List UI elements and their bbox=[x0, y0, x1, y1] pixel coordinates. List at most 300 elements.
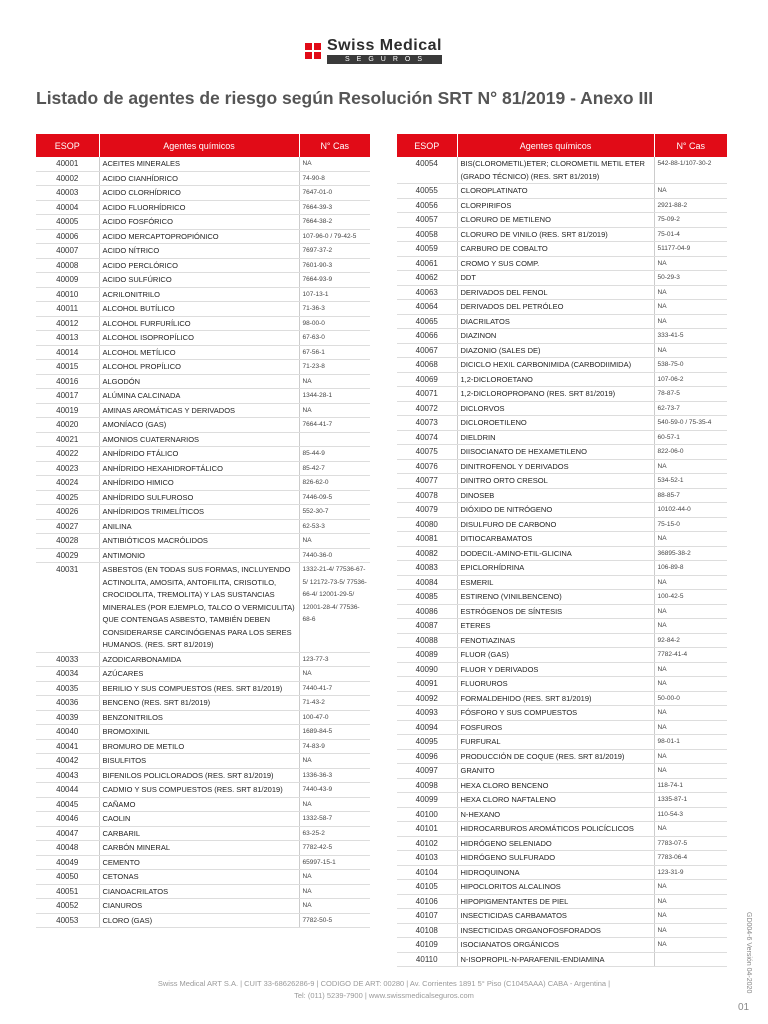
cas-cell: 67-56-1 bbox=[299, 345, 370, 360]
table-row bbox=[36, 171, 370, 186]
esop-cell: 40081 bbox=[397, 532, 457, 547]
esop-cell: 40069 bbox=[397, 372, 457, 387]
esop-cell: 40062 bbox=[397, 271, 457, 286]
esop-cell: 40076 bbox=[397, 459, 457, 474]
agent-cell: ALCOHOL METÍLICO bbox=[99, 345, 299, 360]
cas-cell: 100-47-0 bbox=[299, 710, 370, 725]
table-row bbox=[397, 793, 727, 808]
esop-cell: 40087 bbox=[397, 619, 457, 634]
esop-cell: 40001 bbox=[36, 157, 99, 171]
esop-cell: 40051 bbox=[36, 884, 99, 899]
esop-cell: 40048 bbox=[36, 841, 99, 856]
table-row bbox=[36, 870, 370, 885]
esop-cell: 40082 bbox=[397, 546, 457, 561]
agent-cell: GRANITO bbox=[457, 764, 654, 779]
cas-cell: NA bbox=[654, 285, 727, 300]
cas-cell: 7440-43-9 bbox=[299, 783, 370, 798]
esop-cell: 40045 bbox=[36, 797, 99, 812]
cas-cell: 123-77-3 bbox=[299, 652, 370, 667]
table-row bbox=[36, 667, 370, 682]
table-row bbox=[36, 258, 370, 273]
table-row bbox=[36, 812, 370, 827]
table-row bbox=[36, 754, 370, 769]
agent-cell: CARBÓN MINERAL bbox=[99, 841, 299, 856]
table-row bbox=[397, 532, 727, 547]
esop-cell: 40085 bbox=[397, 590, 457, 605]
agent-cell: ANHÍDRIDOS TRIMELÍTICOS bbox=[99, 505, 299, 520]
agent-cell: ACIDO SULFÚRICO bbox=[99, 273, 299, 288]
table-row bbox=[397, 952, 727, 967]
agent-cell: CADMIO Y SUS COMPUESTOS (RES. SRT 81/2019) bbox=[99, 783, 299, 798]
agent-cell: ANHÍDRIDO SULFUROSO bbox=[99, 490, 299, 505]
cas-cell: 7782-50-5 bbox=[299, 913, 370, 928]
esop-cell: 40104 bbox=[397, 865, 457, 880]
agent-cell: HEXA CLORO NAFTALENO bbox=[457, 793, 654, 808]
esop-cell: 40063 bbox=[397, 285, 457, 300]
logo-sub-text: SEGUROS bbox=[327, 55, 442, 64]
agent-cell: BROMOXINIL bbox=[99, 725, 299, 740]
esop-cell: 40015 bbox=[36, 360, 99, 375]
agent-cell: CAOLIN bbox=[99, 812, 299, 827]
agent-cell: ACIDO NÍTRICO bbox=[99, 244, 299, 259]
esop-cell: 40024 bbox=[36, 476, 99, 491]
cas-cell: NA bbox=[299, 534, 370, 549]
esop-cell: 40110 bbox=[397, 952, 457, 967]
table-row bbox=[397, 735, 727, 750]
table-row bbox=[36, 548, 370, 563]
agent-cell: AMONIOS CUATERNARIOS bbox=[99, 432, 299, 447]
esop-cell: 40107 bbox=[397, 909, 457, 924]
table-row bbox=[397, 401, 727, 416]
agent-cell: ACIDO FLUORHÍDRICO bbox=[99, 200, 299, 215]
cas-cell: 92-84-2 bbox=[654, 633, 727, 648]
esop-cell: 40028 bbox=[36, 534, 99, 549]
table-row bbox=[397, 648, 727, 663]
table-row bbox=[397, 227, 727, 242]
page-title: Listado de agentes de riesgo según Resolución SRT N° 81/2019 - Anexo III bbox=[36, 88, 654, 108]
esop-cell: 40096 bbox=[397, 749, 457, 764]
esop-cell: 40091 bbox=[397, 677, 457, 692]
table-row bbox=[36, 316, 370, 331]
esop-cell: 40103 bbox=[397, 851, 457, 866]
logo-brand-text: Swiss Medical bbox=[327, 37, 442, 54]
table-row bbox=[36, 768, 370, 783]
agent-cell: ACRILONITRILO bbox=[99, 287, 299, 302]
cas-cell: 123-31-9 bbox=[654, 865, 727, 880]
esop-cell: 40077 bbox=[397, 474, 457, 489]
agent-cell: AZÚCARES bbox=[99, 667, 299, 682]
agent-cell: ALCOHOL ISOPROPÍLICO bbox=[99, 331, 299, 346]
cas-cell: 71-43-2 bbox=[299, 696, 370, 711]
cas-cell: 7601-90-3 bbox=[299, 258, 370, 273]
esop-cell: 40071 bbox=[397, 387, 457, 402]
agent-cell: ESTIRENO (VINILBENCENO) bbox=[457, 590, 654, 605]
agent-cell: FOSFUROS bbox=[457, 720, 654, 735]
header-cas: N° Cas bbox=[654, 134, 727, 157]
cas-cell: NA bbox=[654, 909, 727, 924]
table-row bbox=[36, 200, 370, 215]
table-row bbox=[397, 764, 727, 779]
esop-cell: 40089 bbox=[397, 648, 457, 663]
agent-cell: DINITRO ORTO CRESOL bbox=[457, 474, 654, 489]
agent-cell: ISOCIANATOS ORGÁNICOS bbox=[457, 938, 654, 953]
cas-cell: 534-52-1 bbox=[654, 474, 727, 489]
esop-cell: 40008 bbox=[36, 258, 99, 273]
agent-cell: DODECIL-AMINO-ETIL-GLICINA bbox=[457, 546, 654, 561]
table-row bbox=[36, 186, 370, 201]
cas-cell: 822-06-0 bbox=[654, 445, 727, 460]
esop-cell: 40004 bbox=[36, 200, 99, 215]
table-row bbox=[36, 287, 370, 302]
cas-cell: 107-06-2 bbox=[654, 372, 727, 387]
esop-cell: 40031 bbox=[36, 563, 99, 653]
table-row bbox=[397, 706, 727, 721]
table-row bbox=[397, 546, 727, 561]
esop-cell: 40026 bbox=[36, 505, 99, 520]
table-row bbox=[397, 851, 727, 866]
cas-cell: NA bbox=[654, 459, 727, 474]
agent-cell: DERIVADOS DEL PETRÓLEO bbox=[457, 300, 654, 315]
cas-cell: NA bbox=[654, 300, 727, 315]
cas-cell: NA bbox=[299, 870, 370, 885]
table-row bbox=[397, 256, 727, 271]
footer bbox=[0, 978, 768, 1002]
table-row bbox=[397, 633, 727, 648]
table-row bbox=[397, 198, 727, 213]
cas-cell: 67-63-0 bbox=[299, 331, 370, 346]
agent-cell: HIPOCLORITOS ALCALINOS bbox=[457, 880, 654, 895]
esop-cell: 40050 bbox=[36, 870, 99, 885]
esop-cell: 40059 bbox=[397, 242, 457, 257]
esop-cell: 40083 bbox=[397, 561, 457, 576]
cas-cell: 7446-09-5 bbox=[299, 490, 370, 505]
agent-cell: AZODICARBONAMIDA bbox=[99, 652, 299, 667]
table-row bbox=[36, 374, 370, 389]
esop-cell: 40052 bbox=[36, 899, 99, 914]
agent-cell: DIÓXIDO DE NITRÓGENO bbox=[457, 503, 654, 518]
agents-table-left bbox=[36, 134, 370, 928]
cas-cell: NA bbox=[654, 706, 727, 721]
agent-cell: CEMENTO bbox=[99, 855, 299, 870]
cas-cell: 2921-88-2 bbox=[654, 198, 727, 213]
agent-cell: BIFENILOS POLICLORADOS (RES. SRT 81/2019) bbox=[99, 768, 299, 783]
agent-cell: DDT bbox=[457, 271, 654, 286]
esop-cell: 40007 bbox=[36, 244, 99, 259]
cas-cell: 100-42-5 bbox=[654, 590, 727, 605]
brand-logo bbox=[305, 37, 442, 65]
table-row bbox=[36, 519, 370, 534]
cas-cell: 85-42-7 bbox=[299, 461, 370, 476]
cas-cell: 106-89-8 bbox=[654, 561, 727, 576]
esop-cell: 40067 bbox=[397, 343, 457, 358]
agent-cell: HIDROQUINONA bbox=[457, 865, 654, 880]
cas-cell: 7664-39-3 bbox=[299, 200, 370, 215]
esop-cell: 40021 bbox=[36, 432, 99, 447]
cas-cell: 107-96-0 / 79-42-5 bbox=[299, 229, 370, 244]
table-row bbox=[36, 725, 370, 740]
cas-cell: 118-74-1 bbox=[654, 778, 727, 793]
cas-cell: 7782-41-4 bbox=[654, 648, 727, 663]
agent-cell: N-ISOPROPIL-N-PARAFENIL-ENDIAMINA bbox=[457, 952, 654, 967]
table-row bbox=[36, 696, 370, 711]
agent-cell: ALCOHOL FURFURÍLICO bbox=[99, 316, 299, 331]
agent-cell: HIDROCARBUROS AROMÁTICOS POLICÍCLICOS bbox=[457, 822, 654, 837]
esop-cell: 40065 bbox=[397, 314, 457, 329]
table-row bbox=[397, 749, 727, 764]
table-row bbox=[397, 662, 727, 677]
agent-cell: CIANUROS bbox=[99, 899, 299, 914]
cas-cell: 552-30-7 bbox=[299, 505, 370, 520]
cas-cell: 1336-36-3 bbox=[299, 768, 370, 783]
esop-cell: 40075 bbox=[397, 445, 457, 460]
cas-cell bbox=[654, 952, 727, 967]
agent-cell: DIACRILATOS bbox=[457, 314, 654, 329]
agent-cell: FLUOR (GAS) bbox=[457, 648, 654, 663]
cas-cell: 71-36-3 bbox=[299, 302, 370, 317]
esop-cell: 40011 bbox=[36, 302, 99, 317]
table-row bbox=[36, 244, 370, 259]
esop-cell: 40106 bbox=[397, 894, 457, 909]
agent-cell: ACIDO PERCLÓRICO bbox=[99, 258, 299, 273]
cas-cell: NA bbox=[299, 899, 370, 914]
cas-cell: NA bbox=[654, 575, 727, 590]
esop-cell: 40105 bbox=[397, 880, 457, 895]
esop-cell: 40109 bbox=[397, 938, 457, 953]
cas-cell: NA bbox=[654, 662, 727, 677]
cas-cell: NA bbox=[299, 157, 370, 171]
agent-cell: INSECTICIDAS ORGANOFOSFORADOS bbox=[457, 923, 654, 938]
agent-cell: 1,2-DICLOROETANO bbox=[457, 372, 654, 387]
esop-cell: 40097 bbox=[397, 764, 457, 779]
agent-cell: HIPOPIGMENTANTES DE PIEL bbox=[457, 894, 654, 909]
agents-table-right bbox=[397, 134, 727, 967]
cas-cell: NA bbox=[299, 667, 370, 682]
esop-cell: 40012 bbox=[36, 316, 99, 331]
esop-cell: 40044 bbox=[36, 783, 99, 798]
table-row bbox=[36, 563, 370, 653]
cas-cell: 1332-58-7 bbox=[299, 812, 370, 827]
agent-cell: CETONAS bbox=[99, 870, 299, 885]
agent-cell: BROMURO DE METILO bbox=[99, 739, 299, 754]
esop-cell: 40020 bbox=[36, 418, 99, 433]
esop-cell: 40094 bbox=[397, 720, 457, 735]
agent-cell: DIELDRIN bbox=[457, 430, 654, 445]
esop-cell: 40016 bbox=[36, 374, 99, 389]
agent-cell: DERIVADOS DEL FENOL bbox=[457, 285, 654, 300]
agent-cell: N-HEXANO bbox=[457, 807, 654, 822]
esop-cell: 40035 bbox=[36, 681, 99, 696]
table-row bbox=[397, 778, 727, 793]
esop-cell: 40041 bbox=[36, 739, 99, 754]
esop-cell: 40068 bbox=[397, 358, 457, 373]
esop-cell: 40014 bbox=[36, 345, 99, 360]
agent-cell: CARBURO DE COBALTO bbox=[457, 242, 654, 257]
cas-cell: 7782-42-5 bbox=[299, 841, 370, 856]
esop-cell: 40099 bbox=[397, 793, 457, 808]
table-row bbox=[397, 909, 727, 924]
esop-cell: 40102 bbox=[397, 836, 457, 851]
agent-cell: AMINAS AROMÁTICAS Y DERIVADOS bbox=[99, 403, 299, 418]
cas-cell: NA bbox=[654, 764, 727, 779]
table-row bbox=[36, 826, 370, 841]
esop-cell: 40079 bbox=[397, 503, 457, 518]
agent-cell: 1,2-DICLOROPROPANO (RES. SRT 81/2019) bbox=[457, 387, 654, 402]
cas-cell: NA bbox=[654, 604, 727, 619]
table-row bbox=[36, 331, 370, 346]
cas-cell: 74-90-8 bbox=[299, 171, 370, 186]
table-row bbox=[397, 865, 727, 880]
table-row bbox=[36, 855, 370, 870]
esop-cell: 40061 bbox=[397, 256, 457, 271]
esop-cell: 40078 bbox=[397, 488, 457, 503]
cas-cell: 36895-38-2 bbox=[654, 546, 727, 561]
cas-cell: 826-62-0 bbox=[299, 476, 370, 491]
agent-cell: ANILINA bbox=[99, 519, 299, 534]
agent-cell: ALCOHOL PROPÍLICO bbox=[99, 360, 299, 375]
agent-cell: FLUORUROS bbox=[457, 677, 654, 692]
table-row bbox=[397, 517, 727, 532]
table-row bbox=[397, 836, 727, 851]
esop-cell: 40036 bbox=[36, 696, 99, 711]
table-row bbox=[36, 215, 370, 230]
table-row bbox=[397, 720, 727, 735]
esop-cell: 40034 bbox=[36, 667, 99, 682]
cas-cell: 63-25-2 bbox=[299, 826, 370, 841]
table-row bbox=[397, 474, 727, 489]
cas-cell: 110-54-3 bbox=[654, 807, 727, 822]
esop-cell: 40098 bbox=[397, 778, 457, 793]
table-row bbox=[36, 710, 370, 725]
agent-cell: FURFURAL bbox=[457, 735, 654, 750]
agent-cell: HIDRÓGENO SELENIADO bbox=[457, 836, 654, 851]
esop-cell: 40088 bbox=[397, 633, 457, 648]
esop-cell: 40019 bbox=[36, 403, 99, 418]
cas-cell: 62-53-3 bbox=[299, 519, 370, 534]
esop-cell: 40095 bbox=[397, 735, 457, 750]
agent-cell: ANHÍDRIDO FTÁLICO bbox=[99, 447, 299, 462]
agent-cell: BERILIO Y SUS COMPUESTOS (RES. SRT 81/2019) bbox=[99, 681, 299, 696]
cas-cell bbox=[299, 432, 370, 447]
cas-cell: 7664-41-7 bbox=[299, 418, 370, 433]
agent-cell: BISULFITOS bbox=[99, 754, 299, 769]
table-row bbox=[397, 358, 727, 373]
cas-cell: 60-57-1 bbox=[654, 430, 727, 445]
table-row bbox=[397, 503, 727, 518]
cas-cell: 538-75-0 bbox=[654, 358, 727, 373]
table-row bbox=[36, 739, 370, 754]
esop-cell: 40033 bbox=[36, 652, 99, 667]
cas-cell: NA bbox=[299, 754, 370, 769]
cas-cell: 62-73-7 bbox=[654, 401, 727, 416]
agent-cell: ACEITES MINERALES bbox=[99, 157, 299, 171]
cas-cell: 540-59-0 / 75-35-4 bbox=[654, 416, 727, 431]
header-esop: ESOP bbox=[36, 134, 99, 157]
table-row bbox=[397, 459, 727, 474]
header-cas: N° Cas bbox=[299, 134, 370, 157]
table-row bbox=[36, 841, 370, 856]
cas-cell: NA bbox=[654, 256, 727, 271]
table-row bbox=[36, 461, 370, 476]
agent-cell: ANHÍDRIDO HIMICO bbox=[99, 476, 299, 491]
agent-cell: ESMERIL bbox=[457, 575, 654, 590]
table-row bbox=[397, 691, 727, 706]
agent-cell: DINITROFENOL Y DERIVADOS bbox=[457, 459, 654, 474]
agent-cell: DINOSEB bbox=[457, 488, 654, 503]
cas-cell: 1332-21-4/ 77536-67-5/ 12172-73-5/ 77536-66-4/ 12001-29-5/ 12001-28-4/ 77536-68-6 bbox=[299, 563, 370, 653]
page-number: 01 bbox=[738, 1002, 750, 1013]
agent-cell: ESTRÓGENOS DE SÍNTESIS bbox=[457, 604, 654, 619]
esop-cell: 40029 bbox=[36, 548, 99, 563]
agent-cell: HIDRÓGENO SULFURADO bbox=[457, 851, 654, 866]
agent-cell: DITIOCARBAMATOS bbox=[457, 532, 654, 547]
cas-cell: NA bbox=[299, 403, 370, 418]
esop-cell: 40023 bbox=[36, 461, 99, 476]
table-row bbox=[397, 184, 727, 199]
table-row bbox=[36, 490, 370, 505]
cas-cell: 7664-93-9 bbox=[299, 273, 370, 288]
agent-cell: DICICLO HEXIL CARBONIMIDA (CARBODIIMIDA) bbox=[457, 358, 654, 373]
table-row bbox=[36, 783, 370, 798]
table-row bbox=[36, 345, 370, 360]
table-row bbox=[397, 387, 727, 402]
agent-cell: DIISOCIANATO DE HEXAMETILENO bbox=[457, 445, 654, 460]
cas-cell: NA bbox=[654, 314, 727, 329]
agent-cell: ANTIMONIO bbox=[99, 548, 299, 563]
table-row bbox=[36, 797, 370, 812]
agent-cell: CLORO (GAS) bbox=[99, 913, 299, 928]
table-row bbox=[397, 822, 727, 837]
esop-cell: 40040 bbox=[36, 725, 99, 740]
agent-cell: DICLORVOS bbox=[457, 401, 654, 416]
cas-cell: 85-44-9 bbox=[299, 447, 370, 462]
table-row bbox=[397, 575, 727, 590]
agent-cell: PRODUCCIÓN DE COQUE (RES. SRT 81/2019) bbox=[457, 749, 654, 764]
agent-cell: ETERES bbox=[457, 619, 654, 634]
esop-cell: 40049 bbox=[36, 855, 99, 870]
table-row bbox=[397, 894, 727, 909]
table-row bbox=[397, 343, 727, 358]
cas-cell: 75-15-0 bbox=[654, 517, 727, 532]
header-agent: Agentes químicos bbox=[457, 134, 654, 157]
cas-cell: NA bbox=[654, 938, 727, 953]
table-row bbox=[36, 403, 370, 418]
table-row bbox=[397, 300, 727, 315]
esop-cell: 40022 bbox=[36, 447, 99, 462]
cas-cell: 78-87-5 bbox=[654, 387, 727, 402]
esop-cell: 40072 bbox=[397, 401, 457, 416]
cas-cell: 7783-06-4 bbox=[654, 851, 727, 866]
agent-cell: FLUOR Y DERIVADOS bbox=[457, 662, 654, 677]
esop-cell: 40006 bbox=[36, 229, 99, 244]
table-row bbox=[397, 329, 727, 344]
table-row bbox=[36, 432, 370, 447]
agent-cell: FORMALDEHIDO (RES. SRT 81/2019) bbox=[457, 691, 654, 706]
agent-cell: ALCOHOL BUTÍLICO bbox=[99, 302, 299, 317]
agent-cell: CLORURO DE METILENO bbox=[457, 213, 654, 228]
esop-cell: 40084 bbox=[397, 575, 457, 590]
cas-cell: 7783-07-5 bbox=[654, 836, 727, 851]
esop-cell: 40055 bbox=[397, 184, 457, 199]
cas-cell: NA bbox=[654, 619, 727, 634]
table-row bbox=[397, 314, 727, 329]
cas-cell: 88-85-7 bbox=[654, 488, 727, 503]
agent-cell: ACIDO MERCAPTOPROPIÓNICO bbox=[99, 229, 299, 244]
esop-cell: 40047 bbox=[36, 826, 99, 841]
cas-cell: NA bbox=[654, 343, 727, 358]
cas-cell: NA bbox=[654, 677, 727, 692]
agent-cell: EPICLORHÍDRINA bbox=[457, 561, 654, 576]
table-row bbox=[36, 913, 370, 928]
